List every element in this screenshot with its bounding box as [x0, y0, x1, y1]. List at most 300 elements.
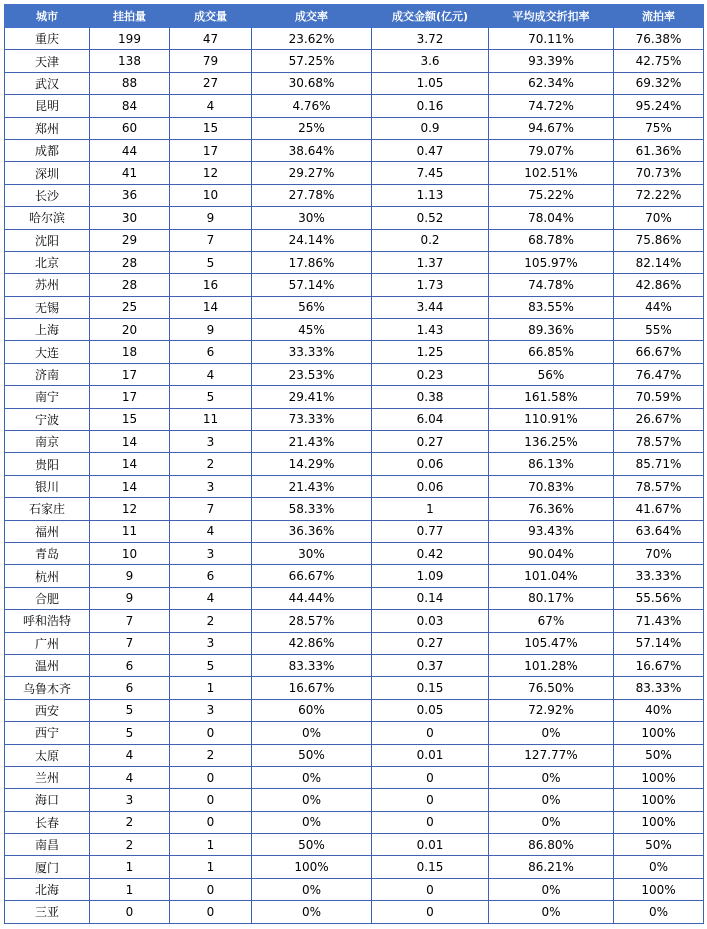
- cell-deal-count: 9: [170, 319, 252, 341]
- cell-failure-rate: 75%: [614, 117, 704, 139]
- cell-listed-count: 2: [90, 811, 170, 833]
- cell-failure-rate: 55.56%: [614, 587, 704, 609]
- cell-avg-discount: 86.13%: [489, 453, 614, 475]
- cell-deal-count: 3: [170, 542, 252, 564]
- cell-failure-rate: 100%: [614, 766, 704, 788]
- cell-listed-count: 12: [90, 498, 170, 520]
- cell-deal-count: 4: [170, 587, 252, 609]
- cell-listed-count: 17: [90, 363, 170, 385]
- table-row: [5, 431, 704, 453]
- cell-listed-count: 1: [90, 856, 170, 878]
- cell-avg-discount: 62.34%: [489, 72, 614, 94]
- cell-listed-count: 14: [90, 475, 170, 497]
- cell-listed-count: 36: [90, 184, 170, 206]
- cell-city: 郑州: [5, 117, 90, 139]
- cell-deal-amount: 1.25: [372, 341, 489, 363]
- cell-failure-rate: 57.14%: [614, 632, 704, 654]
- cell-deal-amount: 0: [372, 878, 489, 900]
- cell-failure-rate: 100%: [614, 722, 704, 744]
- header-avg-discount: 平均成交折扣率: [489, 5, 614, 28]
- cell-deal-rate: 42.86%: [252, 632, 372, 654]
- cell-city: 广州: [5, 632, 90, 654]
- cell-failure-rate: 70.59%: [614, 386, 704, 408]
- cell-avg-discount: 127.77%: [489, 744, 614, 766]
- cell-failure-rate: 26.67%: [614, 408, 704, 430]
- table-row: [5, 520, 704, 542]
- cell-deal-rate: 0%: [252, 878, 372, 900]
- cell-avg-discount: 0%: [489, 811, 614, 833]
- cell-listed-count: 199: [90, 28, 170, 50]
- cell-deal-count: 9: [170, 207, 252, 229]
- header-deal-count: 成交量: [170, 5, 252, 28]
- cell-failure-rate: 75.86%: [614, 229, 704, 251]
- cell-avg-discount: 76.36%: [489, 498, 614, 520]
- cell-deal-rate: 0%: [252, 811, 372, 833]
- cell-deal-rate: 60%: [252, 699, 372, 721]
- cell-listed-count: 9: [90, 587, 170, 609]
- cell-deal-amount: 0.23: [372, 363, 489, 385]
- cell-deal-count: 4: [170, 520, 252, 542]
- table-row: [5, 587, 704, 609]
- cell-avg-discount: 0%: [489, 722, 614, 744]
- cell-deal-count: 3: [170, 431, 252, 453]
- cell-deal-amount: 0: [372, 766, 489, 788]
- cell-city: 兰州: [5, 766, 90, 788]
- cell-deal-rate: 66.67%: [252, 565, 372, 587]
- cell-deal-rate: 44.44%: [252, 587, 372, 609]
- cell-avg-discount: 105.47%: [489, 632, 614, 654]
- cell-avg-discount: 56%: [489, 363, 614, 385]
- cell-city: 北海: [5, 878, 90, 900]
- cell-city: 重庆: [5, 28, 90, 50]
- cell-city: 西安: [5, 699, 90, 721]
- cell-deal-rate: 45%: [252, 319, 372, 341]
- cell-deal-rate: 17.86%: [252, 251, 372, 273]
- cell-city: 乌鲁木齐: [5, 677, 90, 699]
- cell-deal-count: 17: [170, 139, 252, 161]
- cell-deal-count: 5: [170, 654, 252, 676]
- cell-city: 成都: [5, 139, 90, 161]
- table-row: [5, 408, 704, 430]
- header-failure-rate: 流拍率: [614, 5, 704, 28]
- cell-deal-rate: 21.43%: [252, 475, 372, 497]
- cell-avg-discount: 76.50%: [489, 677, 614, 699]
- cell-failure-rate: 40%: [614, 699, 704, 721]
- cell-listed-count: 28: [90, 251, 170, 273]
- cell-deal-rate: 29.27%: [252, 162, 372, 184]
- cell-city: 苏州: [5, 274, 90, 296]
- cell-deal-rate: 27.78%: [252, 184, 372, 206]
- cell-failure-rate: 76.38%: [614, 28, 704, 50]
- cell-deal-rate: 16.67%: [252, 677, 372, 699]
- table-row: [5, 811, 704, 833]
- cell-deal-count: 1: [170, 677, 252, 699]
- cell-deal-amount: 0.15: [372, 856, 489, 878]
- table-row: [5, 789, 704, 811]
- cell-deal-rate: 24.14%: [252, 229, 372, 251]
- cell-failure-rate: 95.24%: [614, 95, 704, 117]
- cell-failure-rate: 55%: [614, 319, 704, 341]
- cell-deal-count: 0: [170, 722, 252, 744]
- cell-avg-discount: 90.04%: [489, 542, 614, 564]
- cell-deal-amount: 3.72: [372, 28, 489, 50]
- cell-deal-count: 6: [170, 565, 252, 587]
- auction-table: [4, 4, 704, 924]
- cell-avg-discount: 161.58%: [489, 386, 614, 408]
- cell-deal-amount: 0.2: [372, 229, 489, 251]
- cell-city: 贵阳: [5, 453, 90, 475]
- cell-deal-rate: 73.33%: [252, 408, 372, 430]
- cell-failure-rate: 76.47%: [614, 363, 704, 385]
- cell-deal-count: 11: [170, 408, 252, 430]
- cell-deal-amount: 0.27: [372, 431, 489, 453]
- cell-listed-count: 1: [90, 878, 170, 900]
- cell-deal-amount: 1: [372, 498, 489, 520]
- cell-deal-count: 2: [170, 610, 252, 632]
- cell-city: 天津: [5, 50, 90, 72]
- cell-deal-rate: 100%: [252, 856, 372, 878]
- cell-listed-count: 17: [90, 386, 170, 408]
- table-row: [5, 766, 704, 788]
- cell-avg-discount: 83.55%: [489, 296, 614, 318]
- cell-city: 青岛: [5, 542, 90, 564]
- cell-listed-count: 44: [90, 139, 170, 161]
- table-row: [5, 699, 704, 721]
- table-row: [5, 498, 704, 520]
- table-body: [5, 28, 704, 924]
- cell-city: 长春: [5, 811, 90, 833]
- cell-deal-count: 27: [170, 72, 252, 94]
- cell-city: 宁波: [5, 408, 90, 430]
- cell-avg-discount: 68.78%: [489, 229, 614, 251]
- cell-failure-rate: 82.14%: [614, 251, 704, 273]
- cell-avg-discount: 0%: [489, 878, 614, 900]
- cell-city: 北京: [5, 251, 90, 273]
- cell-deal-count: 3: [170, 475, 252, 497]
- cell-deal-rate: 30.68%: [252, 72, 372, 94]
- table-row: [5, 610, 704, 632]
- cell-avg-discount: 74.72%: [489, 95, 614, 117]
- cell-failure-rate: 63.64%: [614, 520, 704, 542]
- cell-deal-amount: 1.43: [372, 319, 489, 341]
- table-row: [5, 229, 704, 251]
- cell-city: 石家庄: [5, 498, 90, 520]
- cell-failure-rate: 33.33%: [614, 565, 704, 587]
- cell-city: 上海: [5, 319, 90, 341]
- cell-deal-amount: 1.05: [372, 72, 489, 94]
- cell-avg-discount: 86.80%: [489, 834, 614, 856]
- cell-deal-count: 15: [170, 117, 252, 139]
- cell-deal-count: 1: [170, 834, 252, 856]
- cell-failure-rate: 83.33%: [614, 677, 704, 699]
- cell-deal-count: 0: [170, 766, 252, 788]
- cell-city: 温州: [5, 654, 90, 676]
- cell-deal-count: 0: [170, 811, 252, 833]
- cell-deal-rate: 33.33%: [252, 341, 372, 363]
- cell-deal-amount: 0.77: [372, 520, 489, 542]
- cell-city: 南昌: [5, 834, 90, 856]
- cell-city: 沈阳: [5, 229, 90, 251]
- cell-deal-amount: 1.09: [372, 565, 489, 587]
- cell-avg-discount: 136.25%: [489, 431, 614, 453]
- cell-deal-rate: 4.76%: [252, 95, 372, 117]
- cell-deal-rate: 57.25%: [252, 50, 372, 72]
- table-row: [5, 565, 704, 587]
- cell-failure-rate: 0%: [614, 856, 704, 878]
- cell-listed-count: 0: [90, 901, 170, 923]
- cell-avg-discount: 70.83%: [489, 475, 614, 497]
- header-deal-rate: 成交率: [252, 5, 372, 28]
- cell-city: 昆明: [5, 95, 90, 117]
- cell-deal-count: 1: [170, 856, 252, 878]
- cell-listed-count: 15: [90, 408, 170, 430]
- cell-deal-rate: 0%: [252, 722, 372, 744]
- table-row: [5, 453, 704, 475]
- cell-avg-discount: 94.67%: [489, 117, 614, 139]
- cell-failure-rate: 100%: [614, 789, 704, 811]
- cell-deal-amount: 0.52: [372, 207, 489, 229]
- cell-listed-count: 20: [90, 319, 170, 341]
- cell-deal-amount: 0.06: [372, 475, 489, 497]
- table-row: [5, 341, 704, 363]
- cell-city: 武汉: [5, 72, 90, 94]
- cell-deal-amount: 0.27: [372, 632, 489, 654]
- cell-avg-discount: 0%: [489, 901, 614, 923]
- cell-avg-discount: 110.91%: [489, 408, 614, 430]
- cell-deal-amount: 0: [372, 901, 489, 923]
- cell-deal-count: 14: [170, 296, 252, 318]
- cell-failure-rate: 100%: [614, 878, 704, 900]
- cell-failure-rate: 41.67%: [614, 498, 704, 520]
- cell-city: 杭州: [5, 565, 90, 587]
- cell-listed-count: 14: [90, 453, 170, 475]
- cell-deal-count: 12: [170, 162, 252, 184]
- cell-deal-amount: 1.13: [372, 184, 489, 206]
- cell-deal-count: 79: [170, 50, 252, 72]
- cell-avg-discount: 67%: [489, 610, 614, 632]
- cell-city: 太原: [5, 744, 90, 766]
- cell-avg-discount: 105.97%: [489, 251, 614, 273]
- cell-deal-count: 7: [170, 229, 252, 251]
- cell-deal-count: 4: [170, 363, 252, 385]
- cell-avg-discount: 101.28%: [489, 654, 614, 676]
- cell-listed-count: 4: [90, 744, 170, 766]
- cell-failure-rate: 42.75%: [614, 50, 704, 72]
- table-row: [5, 184, 704, 206]
- cell-listed-count: 60: [90, 117, 170, 139]
- cell-deal-amount: 0.9: [372, 117, 489, 139]
- cell-listed-count: 7: [90, 610, 170, 632]
- table-row: [5, 207, 704, 229]
- cell-listed-count: 3: [90, 789, 170, 811]
- cell-deal-count: 4: [170, 95, 252, 117]
- cell-deal-rate: 36.36%: [252, 520, 372, 542]
- cell-failure-rate: 71.43%: [614, 610, 704, 632]
- cell-deal-amount: 0.47: [372, 139, 489, 161]
- cell-city: 济南: [5, 363, 90, 385]
- cell-deal-rate: 83.33%: [252, 654, 372, 676]
- cell-avg-discount: 0%: [489, 766, 614, 788]
- table-row: [5, 834, 704, 856]
- cell-listed-count: 41: [90, 162, 170, 184]
- table-row: [5, 654, 704, 676]
- cell-deal-amount: 0.06: [372, 453, 489, 475]
- cell-city: 深圳: [5, 162, 90, 184]
- cell-deal-amount: 0.15: [372, 677, 489, 699]
- cell-listed-count: 10: [90, 542, 170, 564]
- cell-deal-count: 0: [170, 878, 252, 900]
- cell-deal-rate: 56%: [252, 296, 372, 318]
- cell-listed-count: 25: [90, 296, 170, 318]
- cell-deal-amount: 0: [372, 722, 489, 744]
- cell-listed-count: 9: [90, 565, 170, 587]
- table-row: [5, 72, 704, 94]
- cell-listed-count: 4: [90, 766, 170, 788]
- table-row: [5, 744, 704, 766]
- cell-deal-count: 2: [170, 744, 252, 766]
- cell-avg-discount: 0%: [489, 789, 614, 811]
- cell-avg-discount: 66.85%: [489, 341, 614, 363]
- cell-deal-count: 2: [170, 453, 252, 475]
- cell-deal-rate: 25%: [252, 117, 372, 139]
- cell-listed-count: 6: [90, 654, 170, 676]
- cell-deal-amount: 3.44: [372, 296, 489, 318]
- cell-city: 呼和浩特: [5, 610, 90, 632]
- table-row: [5, 274, 704, 296]
- cell-listed-count: 29: [90, 229, 170, 251]
- cell-failure-rate: 70%: [614, 207, 704, 229]
- table-row: [5, 319, 704, 341]
- cell-city: 三亚: [5, 901, 90, 923]
- cell-deal-count: 0: [170, 789, 252, 811]
- table-row: [5, 542, 704, 564]
- cell-listed-count: 2: [90, 834, 170, 856]
- cell-deal-amount: 0: [372, 811, 489, 833]
- cell-avg-discount: 102.51%: [489, 162, 614, 184]
- table-row: [5, 117, 704, 139]
- cell-avg-discount: 86.21%: [489, 856, 614, 878]
- cell-failure-rate: 100%: [614, 811, 704, 833]
- cell-listed-count: 11: [90, 520, 170, 542]
- cell-deal-amount: 6.04: [372, 408, 489, 430]
- table-row: [5, 50, 704, 72]
- table-row: [5, 632, 704, 654]
- cell-listed-count: 5: [90, 699, 170, 721]
- header-row: [5, 5, 704, 28]
- cell-avg-discount: 101.04%: [489, 565, 614, 587]
- cell-deal-amount: 0.05: [372, 699, 489, 721]
- cell-deal-rate: 21.43%: [252, 431, 372, 453]
- cell-deal-rate: 0%: [252, 766, 372, 788]
- cell-deal-amount: 7.45: [372, 162, 489, 184]
- cell-deal-rate: 50%: [252, 834, 372, 856]
- cell-deal-count: 10: [170, 184, 252, 206]
- table-row: [5, 162, 704, 184]
- cell-deal-rate: 29.41%: [252, 386, 372, 408]
- cell-failure-rate: 70%: [614, 542, 704, 564]
- cell-failure-rate: 70.73%: [614, 162, 704, 184]
- cell-avg-discount: 80.17%: [489, 587, 614, 609]
- cell-deal-rate: 28.57%: [252, 610, 372, 632]
- cell-deal-rate: 30%: [252, 542, 372, 564]
- cell-deal-rate: 0%: [252, 901, 372, 923]
- table-row: [5, 139, 704, 161]
- cell-deal-amount: 0.03: [372, 610, 489, 632]
- cell-deal-rate: 58.33%: [252, 498, 372, 520]
- cell-failure-rate: 44%: [614, 296, 704, 318]
- table-row: [5, 296, 704, 318]
- cell-failure-rate: 42.86%: [614, 274, 704, 296]
- cell-city: 无锡: [5, 296, 90, 318]
- cell-city: 哈尔滨: [5, 207, 90, 229]
- cell-deal-amount: 1.73: [372, 274, 489, 296]
- cell-avg-discount: 75.22%: [489, 184, 614, 206]
- cell-failure-rate: 66.67%: [614, 341, 704, 363]
- cell-failure-rate: 78.57%: [614, 475, 704, 497]
- cell-deal-rate: 23.62%: [252, 28, 372, 50]
- cell-avg-discount: 89.36%: [489, 319, 614, 341]
- cell-deal-amount: 0.01: [372, 744, 489, 766]
- cell-deal-count: 6: [170, 341, 252, 363]
- cell-deal-count: 5: [170, 386, 252, 408]
- cell-city: 银川: [5, 475, 90, 497]
- cell-deal-count: 16: [170, 274, 252, 296]
- cell-city: 厦门: [5, 856, 90, 878]
- cell-listed-count: 5: [90, 722, 170, 744]
- header-city: 城市: [5, 5, 90, 28]
- cell-avg-discount: 93.43%: [489, 520, 614, 542]
- cell-deal-amount: 0.38: [372, 386, 489, 408]
- cell-listed-count: 7: [90, 632, 170, 654]
- cell-deal-amount: 0.16: [372, 95, 489, 117]
- cell-failure-rate: 85.71%: [614, 453, 704, 475]
- cell-avg-discount: 72.92%: [489, 699, 614, 721]
- cell-deal-count: 5: [170, 251, 252, 273]
- cell-listed-count: 18: [90, 341, 170, 363]
- cell-deal-amount: 0: [372, 789, 489, 811]
- cell-deal-amount: 0.42: [372, 542, 489, 564]
- cell-deal-count: 0: [170, 901, 252, 923]
- table-row: [5, 386, 704, 408]
- cell-deal-rate: 0%: [252, 789, 372, 811]
- cell-failure-rate: 0%: [614, 901, 704, 923]
- cell-deal-amount: 1.37: [372, 251, 489, 273]
- cell-deal-count: 3: [170, 632, 252, 654]
- table-row: [5, 856, 704, 878]
- cell-deal-count: 7: [170, 498, 252, 520]
- cell-city: 海口: [5, 789, 90, 811]
- cell-city: 长沙: [5, 184, 90, 206]
- cell-avg-discount: 70.11%: [489, 28, 614, 50]
- cell-deal-count: 47: [170, 28, 252, 50]
- header-listed-count: 挂拍量: [90, 5, 170, 28]
- table-row: [5, 722, 704, 744]
- cell-listed-count: 88: [90, 72, 170, 94]
- table-row: [5, 95, 704, 117]
- table-row: [5, 363, 704, 385]
- table-row: [5, 677, 704, 699]
- cell-listed-count: 84: [90, 95, 170, 117]
- cell-avg-discount: 74.78%: [489, 274, 614, 296]
- cell-deal-amount: 3.6: [372, 50, 489, 72]
- cell-deal-rate: 50%: [252, 744, 372, 766]
- cell-deal-count: 3: [170, 699, 252, 721]
- cell-listed-count: 28: [90, 274, 170, 296]
- table-row: [5, 251, 704, 273]
- cell-deal-rate: 30%: [252, 207, 372, 229]
- cell-city: 福州: [5, 520, 90, 542]
- cell-failure-rate: 69.32%: [614, 72, 704, 94]
